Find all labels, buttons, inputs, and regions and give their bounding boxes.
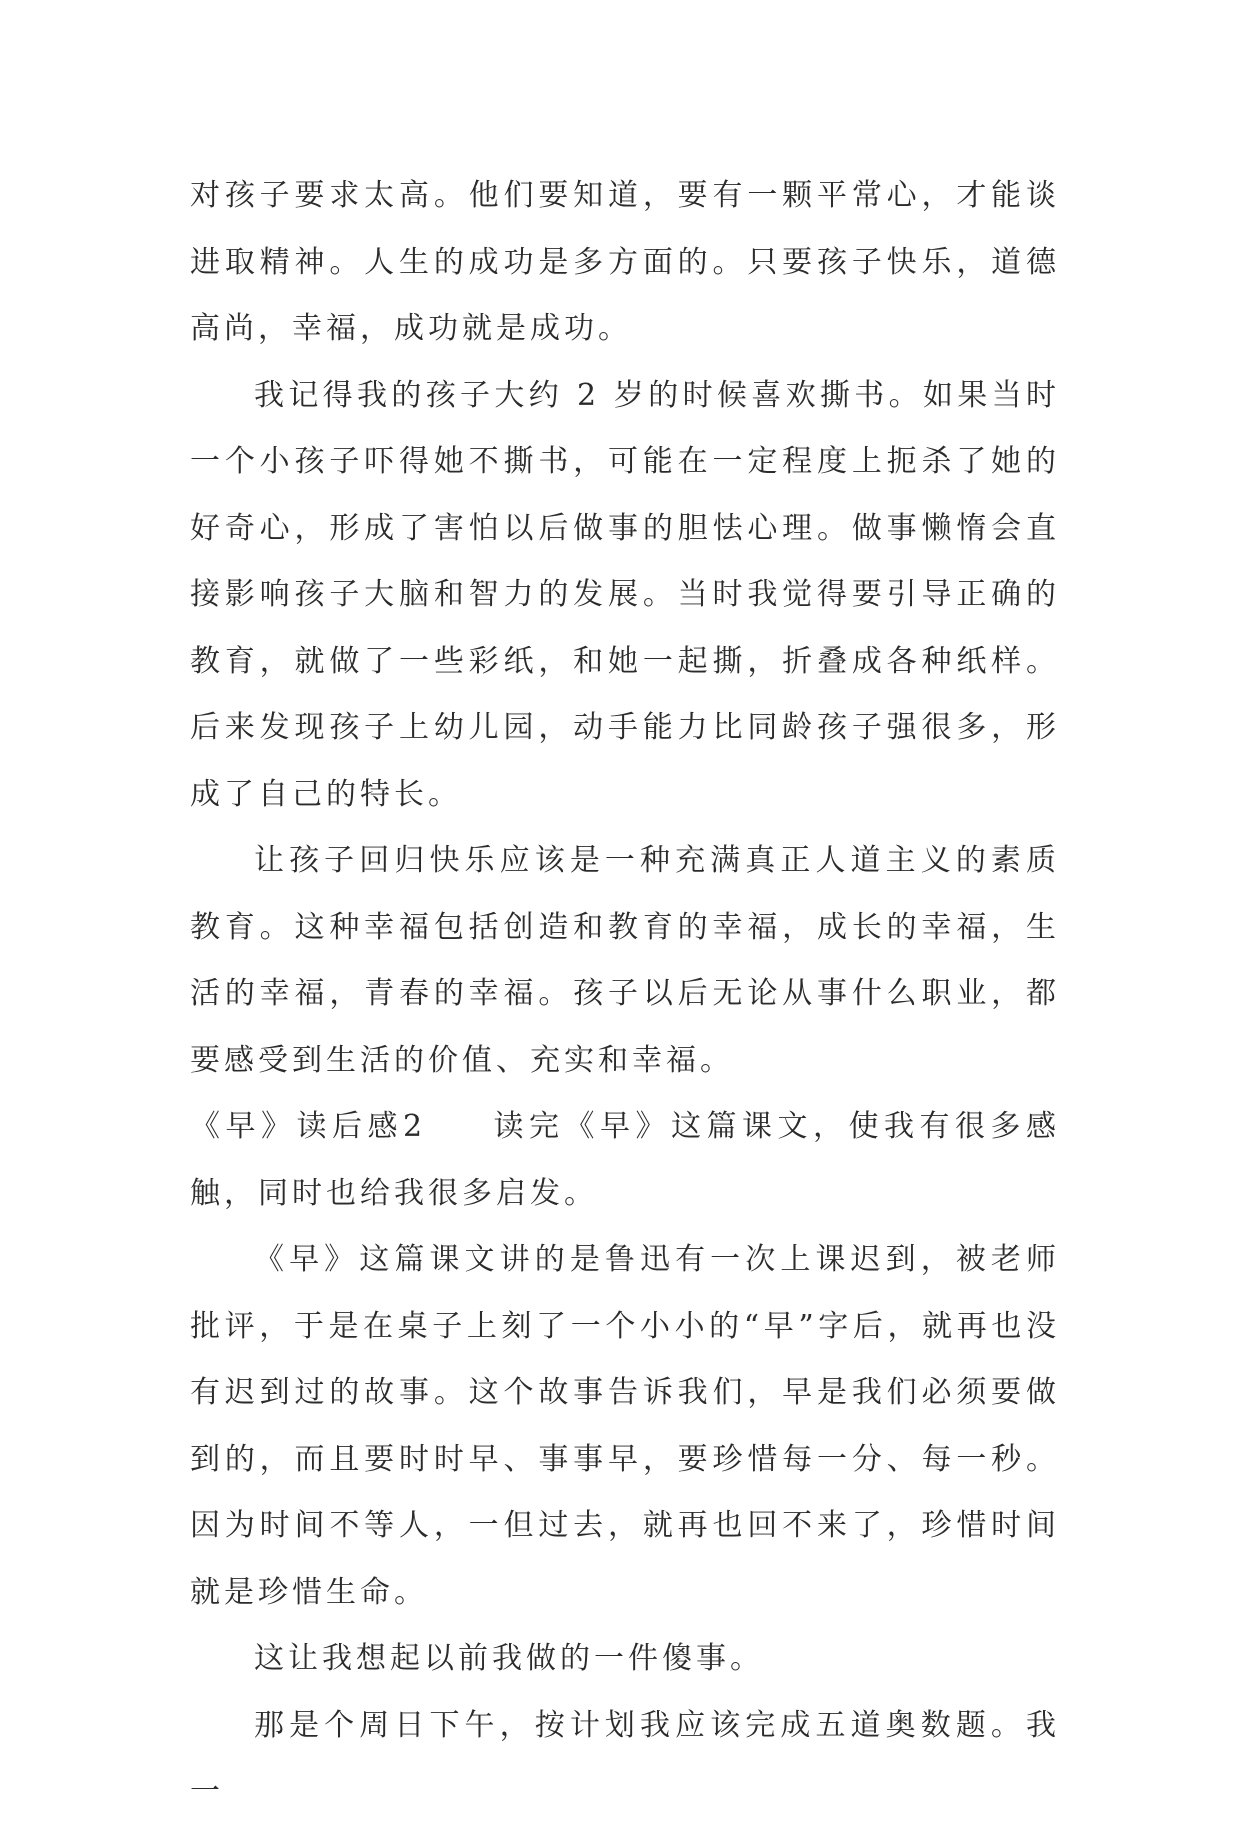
paragraph: 让孩子回归快乐应该是一种充满真正人道主义的素质教育。这种幸福包括创造和教育的幸福，成长的幸福，生活的幸福，青春的幸福。孩子以后无论从事什么职业，都要感受到生活的价值、充实和幸福。	[190, 843, 1060, 1078]
paragraph: 我记得我的孩子大约 2 岁的时候喜欢撕书。如果当时一个小孩子吓得她不撕书，可能在一定程度上扼杀了她的好奇心，形成了害怕以后做事的胆怯心理。做事懒惰会直接影响孩子大脑和智力的发展。当时我觉得要引导正确的教育，就做了一些彩纸，和她一起撕，折叠成各种纸样。后来发现孩子上幼儿园，动手能力比同龄孩子强很多，形成了自己的特长。	[190, 377, 1060, 812]
section-heading: 《早》读后感2	[190, 1109, 427, 1144]
document-body	[190, 163, 1060, 1826]
paragraph: 这让我想起以前我做的一件傻事。	[254, 1641, 764, 1676]
section-heading-paragraph	[190, 1094, 1060, 1227]
paragraph: 《早》这篇课文讲的是鲁迅有一次上课迟到，被老师批评，于是在桌子上刻了一个小小的“早”字后，就再也没有迟到过的故事。这个故事告诉我们，早是我们必须要做到的，而且要时时早、事事早，要珍惜每一分、每一秒。因为时间不等人，一但过去，就再也回不来了，珍惜时间就是珍惜生命。	[190, 1242, 1060, 1610]
paragraph: 那是个周日下午，按计划我应该完成五道奥数题。我一	[190, 1707, 1060, 1809]
paragraph: 对孩子要求太高。他们要知道，要有一颗平常心，才能谈进取精神。人生的成功是多方面的。只要孩子快乐，道德高尚，幸福，成功就是成功。	[190, 178, 1060, 346]
section-intro: 读完《早》这篇课文，使我有很多感触，同时也给我很多启发。	[190, 1109, 1060, 1211]
